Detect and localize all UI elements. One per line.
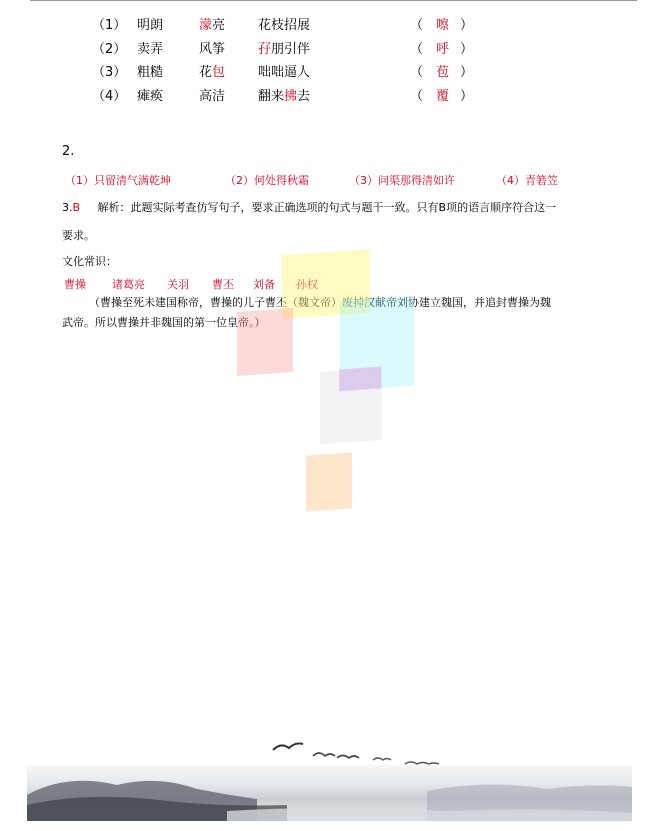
- watermark-square-orange: [306, 452, 352, 511]
- answer-char: 嚓: [436, 18, 450, 33]
- corrected-char: 拂: [284, 89, 298, 104]
- row-number: （1）: [92, 18, 127, 33]
- q2-answer-2: （2）何处得秋霜: [225, 174, 309, 187]
- culture-name-4: 曹丕: [212, 278, 234, 291]
- answer-char: 覆: [436, 89, 450, 104]
- q3-answer: B: [72, 201, 81, 214]
- paren-close: ）: [460, 42, 474, 57]
- word-2: 高洁: [199, 89, 226, 104]
- culture-name-5: 刘备: [253, 278, 275, 291]
- q1-row-3: [0, 63, 657, 83]
- culture-name-1: 曹操: [64, 278, 86, 291]
- word-3: 翻来拂去: [258, 89, 311, 104]
- q2-answer-4: （4）青箬笠: [496, 174, 558, 187]
- word-1: 瘫痪: [137, 89, 164, 104]
- culture-name-3: 关羽: [167, 278, 189, 291]
- word-2: 风筝: [199, 42, 226, 57]
- word-1: 明朗: [137, 18, 164, 33]
- q3-number: 3.: [62, 201, 73, 214]
- word-1: 粗糙: [137, 65, 164, 80]
- corrected-char: 包: [212, 65, 226, 80]
- paren-close: ）: [460, 65, 474, 80]
- q3-line-2: 要求。: [62, 229, 95, 242]
- culture-note-line-1: （曹操至死未建国称帝，曹操的儿子曹丕（魏文帝）废掉汉献帝刘协建立魏国，并追封曹操为魏: [89, 296, 551, 309]
- paren-close: ）: [460, 18, 474, 33]
- footer-landscape-image: [27, 765, 632, 821]
- corrected-char: 孖: [258, 42, 272, 57]
- paren-open: （: [410, 18, 424, 33]
- culture-note-line-2: 武帝。所以曹操并非魏国的第一位皇帝。）: [62, 316, 266, 329]
- paren-open: （: [410, 42, 424, 57]
- q3-line-1: [62, 199, 556, 215]
- row-number: （4）: [92, 89, 127, 104]
- paren-open: （: [410, 89, 424, 104]
- word-3: 花枝招展: [258, 18, 311, 33]
- row-number: （2）: [92, 42, 127, 57]
- q1-row-2: [0, 40, 657, 60]
- answer-char: 呼: [436, 42, 450, 57]
- culture-name-6: 孙权: [296, 278, 318, 291]
- paren-close: ）: [460, 89, 474, 104]
- paren-open: （: [410, 65, 424, 80]
- corrected-char: 濛: [199, 18, 213, 33]
- culture-title: 文化常识：: [62, 255, 117, 268]
- word-2: 花包: [199, 65, 226, 80]
- q2-answer-1: （1）只留清气满乾坤: [65, 174, 171, 187]
- word-2: 濛亮: [199, 18, 226, 33]
- q2-answer-3: （3）问渠那得清如许: [349, 174, 455, 187]
- q1-row-4: [0, 87, 657, 107]
- word-3: 咄咄逼人: [258, 65, 311, 80]
- q2-label: 2.: [62, 144, 75, 159]
- flying-birds-icon: [265, 738, 455, 768]
- row-number: （3）: [92, 65, 127, 80]
- word-3: 孖朋引伴: [258, 42, 311, 57]
- header-rule: [30, 0, 637, 1]
- culture-name-2: 诸葛亮: [112, 278, 145, 291]
- watermark-square-gray: [320, 368, 382, 444]
- q1-row-1: [0, 16, 657, 36]
- watermark-square-red: [237, 308, 293, 376]
- mountain-ink-icon: [27, 765, 632, 821]
- answer-char: 苞: [436, 65, 450, 80]
- q3-explanation: 解析：此题实际考查仿写句子，要求正确选项的句式与题干一致。只有B项的语言顺序符合这一: [97, 201, 557, 214]
- word-1: 卖弄: [137, 42, 164, 57]
